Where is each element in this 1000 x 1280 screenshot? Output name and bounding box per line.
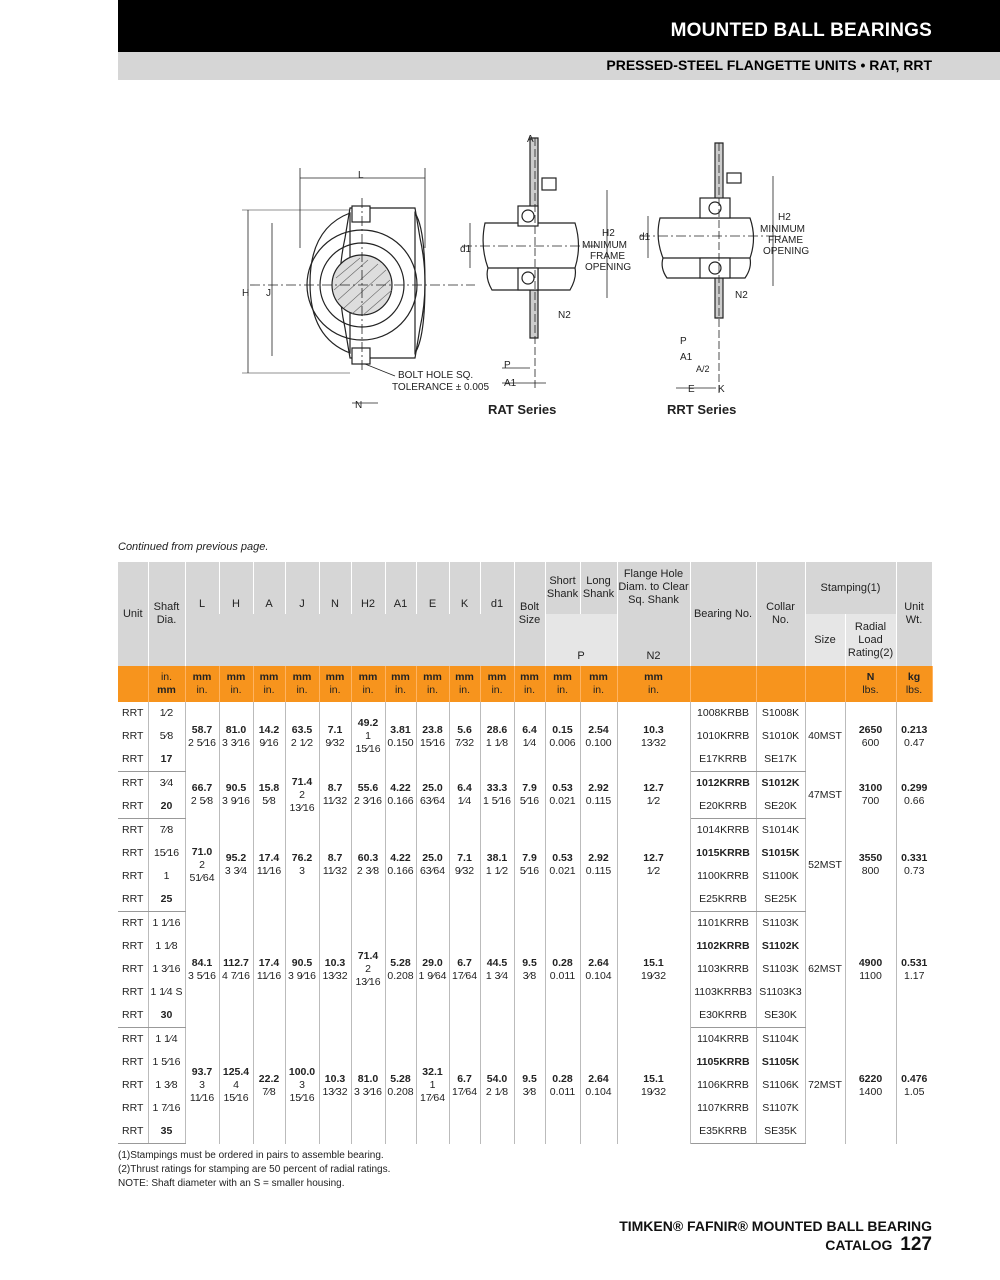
dim-l-cell: 58.7 2 5⁄16 xyxy=(185,702,219,772)
units-row: in. mm mm in. mm in. mm in. mm in. mm in. mm in. mm in. mm in. mm in. mm in. mm in. mm in. mm in. mm in. N lbs. kg lbs. xyxy=(118,666,932,702)
dim-j-cell: 71.4 2 13⁄16 xyxy=(285,772,319,819)
label-H2-rat: H2 xyxy=(602,228,615,239)
label-K: K xyxy=(718,384,725,395)
unit-cell: RRT xyxy=(118,795,148,819)
bearing-cell: E17KRRB xyxy=(690,748,756,772)
col-N2: N2 xyxy=(617,614,690,666)
dim-ps-cell: 0.28 0.011 xyxy=(545,912,580,1028)
footnote-1: (1)Stampings must be ordered in pairs to assemble bearing. xyxy=(118,1150,384,1161)
bearing-drawing xyxy=(230,128,830,428)
unit-cell: RRT xyxy=(118,1120,148,1144)
unit-weight-cell: 0.531 1.17 xyxy=(901,956,928,982)
dim-n2-cell: 15.1 19⁄32 xyxy=(617,1028,690,1144)
dim-e-cell: 23.8 15⁄16 xyxy=(416,702,449,772)
dim-a-cell: 17.4 11⁄16 xyxy=(253,819,285,912)
col-long-shank: Long Shank xyxy=(580,562,617,614)
dim-a-cell: 22.2 7⁄8 xyxy=(253,1028,285,1144)
table-row xyxy=(118,702,932,725)
dim-a1-cell: 5.28 0.208 xyxy=(385,912,416,1028)
dim-ps-cell: 0.28 0.011 xyxy=(545,1028,580,1144)
col-A: A xyxy=(253,562,285,614)
radial-load-cell: 6220 1400 xyxy=(845,1028,896,1144)
col-radial: Radial Load Rating(2) xyxy=(845,614,896,666)
label-H: H xyxy=(242,288,250,299)
collar-cell: S1104K xyxy=(756,1028,805,1052)
dim-h-cell: 95.2 3 3⁄4 xyxy=(219,819,253,912)
col-shaft: Shaft Dia. xyxy=(148,562,185,666)
dim-e-cell: 25.0 63⁄64 xyxy=(416,772,449,819)
bearing-cell: E30KRRB xyxy=(690,1004,756,1028)
collar-cell: S1107K xyxy=(756,1097,805,1120)
dim-n2-cell: 15.1 19⁄32 xyxy=(617,912,690,1028)
min-frame-1: MINIMUM xyxy=(582,240,627,251)
table-row xyxy=(118,772,932,796)
col-d1: d1 xyxy=(480,562,514,614)
collar-cell: SE35K xyxy=(756,1120,805,1144)
label-A-half: A/2 xyxy=(696,364,710,374)
collar-cell: S1105K xyxy=(756,1051,805,1074)
unit-cell: RRT xyxy=(118,819,148,843)
page-title: MOUNTED BALL BEARINGS xyxy=(670,20,932,41)
dim-a1-cell: 5.28 0.208 xyxy=(385,1028,416,1144)
footnote-note: NOTE: Shaft diameter with an S = smaller housing. xyxy=(118,1178,345,1189)
collar-cell: S1102K xyxy=(756,935,805,958)
shaft-cell: 1⁄2 xyxy=(148,702,185,725)
unit-cell: RRT xyxy=(118,888,148,912)
unit-cell: RRT xyxy=(118,1051,148,1074)
spec-table xyxy=(118,562,933,1144)
label-N2-rrt: N2 xyxy=(735,290,748,301)
col-bolt: Bolt Size xyxy=(514,562,545,666)
collar-cell: S1012K xyxy=(756,772,805,796)
unit-weight-cell: 0.299 0.66 xyxy=(901,782,928,807)
shaft-cell: 15⁄16 xyxy=(148,842,185,865)
collar-cell: S1014K xyxy=(756,819,805,843)
shaft-cell: 1 1⁄8 xyxy=(148,935,185,958)
dim-header-spacer xyxy=(185,614,514,666)
page-subtitle: PRESSED-STEEL FLANGETTE UNITS • RAT, RRT xyxy=(606,57,932,73)
table-row xyxy=(118,1028,932,1052)
label-d1-rat: d1 xyxy=(460,244,472,255)
min-frame-2: FRAME xyxy=(590,251,625,262)
dim-n-cell: 10.3 13⁄32 xyxy=(319,1028,351,1144)
dim-l-cell: 84.1 3 5⁄16 xyxy=(185,912,219,1028)
dim-j-cell: 100.0 3 15⁄16 xyxy=(285,1028,319,1144)
collar-cell: S1103K xyxy=(756,912,805,936)
dim-h2-cell: 81.0 3 3⁄16 xyxy=(351,1028,385,1144)
col-A1: A1 xyxy=(385,562,416,614)
dim-h-cell: 90.5 3 9⁄16 xyxy=(219,772,253,819)
dim-ps-cell: 0.53 0.021 xyxy=(545,772,580,819)
unit-cell: RRT xyxy=(118,1074,148,1097)
unit-cell: RRT xyxy=(118,1004,148,1028)
bearing-cell: 1106KRRB xyxy=(690,1074,756,1097)
collar-cell: S1010K xyxy=(756,725,805,748)
shaft-cell: 1 5⁄16 xyxy=(148,1051,185,1074)
table-row xyxy=(118,912,932,936)
footnotes xyxy=(118,1149,390,1191)
dim-bolt-cell: 9.5 3⁄8 xyxy=(514,1028,545,1144)
header-bar xyxy=(118,0,1000,52)
unit-cell: RRT xyxy=(118,1028,148,1052)
bolt-hole-label: BOLT HOLE SQ. xyxy=(398,370,474,381)
col-K: K xyxy=(449,562,480,614)
bearing-cell: 1102KRRB xyxy=(690,935,756,958)
min-frame-3: OPENING xyxy=(585,262,632,273)
dim-k-cell: 7.1 9⁄32 xyxy=(449,819,480,912)
bearing-cell: 1101KRRB xyxy=(690,912,756,936)
col-collar: Collar No. xyxy=(756,562,805,666)
dim-a1-cell: 4.22 0.166 xyxy=(385,819,416,912)
collar-cell: S1106K xyxy=(756,1074,805,1097)
unit-cell: RRT xyxy=(118,1097,148,1120)
label-E: E xyxy=(688,384,695,395)
unit-weight-cell: 0.476 1.05 xyxy=(901,1072,928,1098)
tolerance-label: TOLERANCE ± 0.005 xyxy=(392,382,490,393)
label-J: J xyxy=(266,288,271,299)
dim-a-cell: 15.8 5⁄8 xyxy=(253,772,285,819)
shaft-cell: 35 xyxy=(148,1120,185,1144)
dim-n-cell: 8.7 11⁄32 xyxy=(319,819,351,912)
collar-cell: SE30K xyxy=(756,1004,805,1028)
dim-d1-cell: 28.6 1 1⁄8 xyxy=(480,702,514,772)
unit-weight-cell: 0.213 0.47 xyxy=(901,723,928,749)
dim-a-cell: 14.2 9⁄16 xyxy=(253,702,285,772)
bearing-cell: 1100KRRB xyxy=(690,865,756,888)
continued-note: Continued from previous page. xyxy=(118,541,269,553)
page-footer xyxy=(590,1218,932,1256)
dim-pl-cell: 2.54 0.100 xyxy=(580,702,617,772)
bearing-cell: 1103KRRB3 xyxy=(690,981,756,1004)
col-flange-hole: Flange Hole Diam. to Clear Sq. Shank xyxy=(617,562,690,614)
unit-cell: RRT xyxy=(118,865,148,888)
dim-e-cell: 29.0 1 9⁄64 xyxy=(416,912,449,1028)
col-J: J xyxy=(285,562,319,614)
dim-bolt-cell: 6.4 1⁄4 xyxy=(514,702,545,772)
bearing-cell: 1014KRRB xyxy=(690,819,756,843)
rrt-series-label: RRT Series xyxy=(667,402,737,417)
shaft-cell: 1 1⁄4 S xyxy=(148,981,185,1004)
dim-k-cell: 6.4 1⁄4 xyxy=(449,772,480,819)
col-bearing: Bearing No. xyxy=(690,562,756,666)
bearing-cell: 1015KRRB xyxy=(690,842,756,865)
unit-cell: RRT xyxy=(118,772,148,796)
dim-h-cell: 125.4 4 15⁄16 xyxy=(219,1028,253,1144)
dim-d1-cell: 44.5 1 3⁄4 xyxy=(480,912,514,1028)
bearing-cell: 1012KRRB xyxy=(690,772,756,796)
unit-cell: RRT xyxy=(118,842,148,865)
dim-bolt-cell: 7.9 5⁄16 xyxy=(514,772,545,819)
catalog-title: TIMKEN® FAFNIR® MOUNTED BALL BEARING CATALOG xyxy=(619,1218,932,1253)
shaft-cell: 30 xyxy=(148,1004,185,1028)
min-frame-rrt-1: MINIMUM xyxy=(760,224,805,235)
page-number: 127 xyxy=(900,1234,932,1255)
dim-n-cell: 8.7 11⁄32 xyxy=(319,772,351,819)
col-weight: Unit Wt. xyxy=(896,562,932,666)
shaft-cell: 1 3⁄16 xyxy=(148,958,185,981)
dim-h-cell: 81.0 3 3⁄16 xyxy=(219,702,253,772)
rrt-side-view xyxy=(640,143,785,393)
dim-a-cell: 17.4 11⁄16 xyxy=(253,912,285,1028)
dim-pl-cell: 2.92 0.115 xyxy=(580,772,617,819)
col-L: L xyxy=(185,562,219,614)
unit-cell: RRT xyxy=(118,748,148,772)
shaft-cell: 5⁄8 xyxy=(148,725,185,748)
shaft-cell: 1 3⁄8 xyxy=(148,1074,185,1097)
unit-cell: RRT xyxy=(118,702,148,725)
dim-j-cell: 63.5 2 1⁄2 xyxy=(285,702,319,772)
col-size: Size xyxy=(805,614,845,666)
dim-h2-cell: 71.4 2 13⁄16 xyxy=(351,912,385,1028)
unit-cell: RRT xyxy=(118,958,148,981)
dim-l-cell: 66.7 2 5⁄8 xyxy=(185,772,219,819)
dim-n-cell: 7.1 9⁄32 xyxy=(319,702,351,772)
dim-j-cell: 90.5 3 9⁄16 xyxy=(285,912,319,1028)
unit-cell: RRT xyxy=(118,935,148,958)
shaft-cell: 1 1⁄4 xyxy=(148,1028,185,1052)
dim-n2-cell: 12.7 1⁄2 xyxy=(617,819,690,912)
shaft-cell: 1 7⁄16 xyxy=(148,1097,185,1120)
dim-k-cell: 6.7 17⁄64 xyxy=(449,912,480,1028)
dim-j-cell: 76.2 3 xyxy=(285,819,319,912)
dim-h2-cell: 55.6 2 3⁄16 xyxy=(351,772,385,819)
radial-load-cell: 4900 1100 xyxy=(845,912,896,1028)
subheader-bar xyxy=(118,52,1000,80)
collar-cell: S1103K3 xyxy=(756,981,805,1004)
radial-load-cell: 2650 600 xyxy=(845,702,896,772)
bearing-cell: 1107KRRB xyxy=(690,1097,756,1120)
shaft-cell: 17 xyxy=(148,748,185,772)
col-H: H xyxy=(219,562,253,614)
label-A1-rrt: A1 xyxy=(680,352,693,363)
dim-n2-cell: 12.7 1⁄2 xyxy=(617,772,690,819)
label-A: A xyxy=(527,134,534,145)
dim-ps-cell: 0.53 0.021 xyxy=(545,819,580,912)
stamping-size-cell: 72MST xyxy=(805,1028,845,1144)
dim-d1-cell: 38.1 1 1⁄2 xyxy=(480,819,514,912)
collar-cell: S1008K xyxy=(756,702,805,725)
shaft-cell: 7⁄8 xyxy=(148,819,185,843)
collar-cell: SE17K xyxy=(756,748,805,772)
dim-h-cell: 112.7 4 7⁄16 xyxy=(219,912,253,1028)
label-P-rat: P xyxy=(504,360,511,371)
dim-pl-cell: 2.92 0.115 xyxy=(580,819,617,912)
unit-cell: RRT xyxy=(118,725,148,748)
bearing-cell: 1008KRBB xyxy=(690,702,756,725)
collar-cell: SE20K xyxy=(756,795,805,819)
stamping-size-cell: 52MST xyxy=(805,819,845,912)
label-P-rrt: P xyxy=(680,336,687,347)
shaft-cell: 3⁄4 xyxy=(148,772,185,796)
radial-load-cell: 3550 800 xyxy=(845,819,896,912)
min-frame-rrt-2: FRAME xyxy=(768,235,803,246)
shaft-cell: 1 xyxy=(148,865,185,888)
unit-cell: RRT xyxy=(118,912,148,936)
dim-a1-cell: 4.22 0.166 xyxy=(385,772,416,819)
dim-a1-cell: 3.81 0.150 xyxy=(385,702,416,772)
bearing-cell: 1104KRRB xyxy=(690,1028,756,1052)
col-E: E xyxy=(416,562,449,614)
shaft-cell: 25 xyxy=(148,888,185,912)
collar-cell: S1100K xyxy=(756,865,805,888)
label-L: L xyxy=(358,170,364,181)
label-A1-rat: A1 xyxy=(504,378,517,389)
unit-cell: RRT xyxy=(118,981,148,1004)
bearing-cell: E20KRRB xyxy=(690,795,756,819)
stamping-size-cell: 40MST xyxy=(805,702,845,772)
dim-ps-cell: 0.15 0.006 xyxy=(545,702,580,772)
dim-h2-cell: 60.3 2 3⁄8 xyxy=(351,819,385,912)
col-stamping: Stamping(1) xyxy=(805,562,896,614)
unit-weight-cell: 0.331 0.73 xyxy=(901,852,928,877)
dim-bolt-cell: 7.9 5⁄16 xyxy=(514,819,545,912)
label-d1-rrt: d1 xyxy=(639,232,651,243)
dim-bolt-cell: 9.5 3⁄8 xyxy=(514,912,545,1028)
shaft-cell: 1 1⁄16 xyxy=(148,912,185,936)
col-P: P xyxy=(545,614,617,666)
dim-pl-cell: 2.64 0.104 xyxy=(580,1028,617,1144)
label-N: N xyxy=(355,400,363,411)
dim-k-cell: 6.7 17⁄64 xyxy=(449,1028,480,1144)
label-N2-rat: N2 xyxy=(558,310,571,321)
dim-n2-cell: 10.3 13⁄32 xyxy=(617,702,690,772)
footnote-2: (2)Thrust ratings for stamping are 50 percent of radial ratings. xyxy=(118,1164,391,1175)
dim-h2-cell: 49.2 1 15⁄16 xyxy=(351,702,385,772)
dim-l-cell: 93.7 3 11⁄16 xyxy=(185,1028,219,1144)
rat-series-label: RAT Series xyxy=(488,402,557,417)
radial-load-cell: 3100 700 xyxy=(845,772,896,819)
bearing-cell: E35KRRB xyxy=(690,1120,756,1144)
table-row xyxy=(118,819,932,843)
dim-e-cell: 32.1 1 17⁄64 xyxy=(416,1028,449,1144)
dim-d1-cell: 54.0 2 1⁄8 xyxy=(480,1028,514,1144)
dim-e-cell: 25.0 63⁄64 xyxy=(416,819,449,912)
collar-cell: SE25K xyxy=(756,888,805,912)
collar-cell: S1015K xyxy=(756,842,805,865)
col-unit: Unit xyxy=(118,562,148,666)
bearing-cell: 1103KRRB xyxy=(690,958,756,981)
label-H2-rrt: H2 xyxy=(778,212,791,223)
bearing-cell: E25KRRB xyxy=(690,888,756,912)
dim-n-cell: 10.3 13⁄32 xyxy=(319,912,351,1028)
dim-k-cell: 5.6 7⁄32 xyxy=(449,702,480,772)
stamping-size-cell: 47MST xyxy=(805,772,845,819)
shaft-cell: 20 xyxy=(148,795,185,819)
bearing-cell: 1105KRRB xyxy=(690,1051,756,1074)
col-N: N xyxy=(319,562,351,614)
dim-d1-cell: 33.3 1 5⁄16 xyxy=(480,772,514,819)
min-frame-rrt-3: OPENING xyxy=(763,246,810,257)
collar-cell: S1103K xyxy=(756,958,805,981)
col-short-shank: Short Shank xyxy=(545,562,580,614)
stamping-size-cell: 62MST xyxy=(805,912,845,1028)
dim-l-cell: 71.0 2 51⁄64 xyxy=(185,819,219,912)
dim-pl-cell: 2.64 0.104 xyxy=(580,912,617,1028)
bearing-cell: 1010KRRB xyxy=(690,725,756,748)
rat-front-view xyxy=(242,168,475,403)
col-H2: H2 xyxy=(351,562,385,614)
